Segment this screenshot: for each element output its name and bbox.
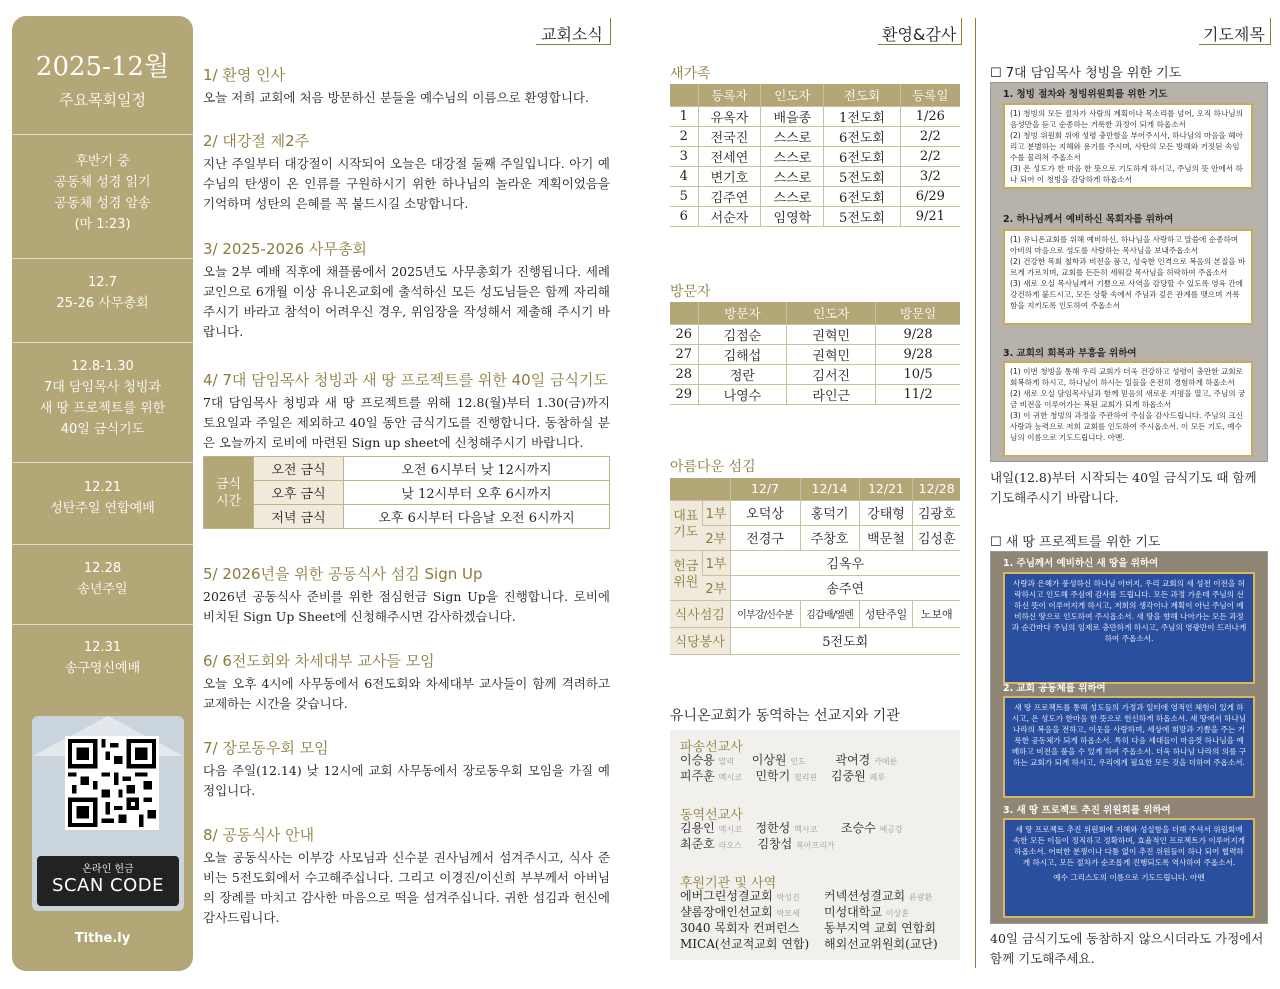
cell: 백문철	[859, 525, 913, 550]
notice	[203, 650, 610, 714]
part-label: 2부	[702, 525, 730, 550]
col-header: 12/14	[800, 478, 859, 500]
org-name: 3040 목회자 컨퍼런스	[680, 921, 800, 935]
notice	[203, 130, 610, 214]
prayer-section-title: 2. 하나님께서 예비하신 목회자를 위하여	[1003, 214, 1174, 225]
missions-line	[680, 836, 835, 854]
visitors-table	[670, 302, 960, 405]
schedule-line: 12.21	[83, 480, 122, 495]
cell: 9/28	[876, 344, 960, 364]
org-name: 미성대학교	[824, 905, 882, 919]
col-header: 방문자	[698, 302, 787, 324]
missionary-name: 김용인	[680, 821, 715, 835]
cell: 김갑배/엘렌	[800, 600, 859, 627]
cell: 김서진	[787, 364, 876, 384]
table-row	[670, 344, 960, 364]
fasting-times-table	[203, 456, 610, 529]
visitors-title: 방문자	[670, 284, 711, 300]
notice	[203, 824, 610, 928]
row-label: 식사섬김	[670, 600, 730, 627]
cell: 1전도회	[824, 106, 900, 126]
cell: 강태형	[859, 500, 913, 525]
table-row	[670, 384, 960, 404]
cell: 김광호	[913, 500, 960, 525]
mission-place: 인도	[790, 757, 806, 766]
schedule-item	[12, 356, 193, 440]
scan-big-text: SCAN CODE	[52, 875, 164, 896]
cell: 3/2	[900, 166, 960, 186]
table-row	[670, 146, 960, 166]
org-name: 커넥션성결교회	[824, 889, 906, 903]
cell: 3	[670, 146, 698, 166]
schedule-line: 공동체 성경 암송	[54, 196, 151, 211]
schedule-line: 12.7	[88, 275, 117, 290]
notice	[203, 369, 610, 453]
missionary-name: 이승용	[680, 753, 715, 767]
col-header: 등록자	[698, 84, 761, 106]
part-label: 2부	[702, 575, 730, 600]
prayer-note: 40일 금식기도에 동참하지 않으시더라도 가정에서 함께 기도해주세요.	[990, 931, 1264, 966]
schedule-item	[12, 151, 193, 235]
mission-place: 라오스	[718, 841, 742, 850]
cell: 1	[670, 106, 698, 126]
mission-place: 북아프리카	[796, 841, 835, 850]
qr-code[interactable]	[65, 736, 159, 830]
cell: 5전도회	[824, 166, 900, 186]
col-header	[670, 84, 698, 106]
divider	[12, 462, 193, 463]
header-underline	[878, 44, 962, 45]
notice-title: 1/ 환영 인사	[203, 66, 286, 84]
cell: 노보애	[913, 600, 960, 627]
table-row	[670, 106, 960, 126]
cell: 9/21	[900, 206, 960, 226]
header-news: 교회소식	[541, 25, 603, 44]
col-header	[670, 478, 730, 500]
sidebar-year: 2025-12월	[35, 52, 170, 82]
notice-body: 다음 주일(12.14) 낮 12시에 교회 사무동에서 장로동우회 모임을 가질 예정입니다.	[203, 763, 610, 798]
notice-body: 오늘 저희 교회에 처음 방문하신 분들을 예수님의 이름으로 환영합니다.	[203, 90, 589, 105]
cell: 5전도회	[824, 206, 900, 226]
cell: 스스로	[761, 166, 824, 186]
serve-table	[670, 478, 960, 655]
schedule-line: 25-26 사무총회	[56, 296, 149, 311]
notice	[203, 563, 610, 627]
cell: 오덕상	[730, 500, 800, 525]
fasting-label: 오후 금식	[254, 481, 344, 505]
missionary-name: 조승수	[840, 821, 876, 835]
fasting-time-head-text: 금식 시간	[215, 476, 242, 509]
header-underline	[536, 44, 611, 45]
prayer-card: 사랑과 은혜가 풍성하신 하나님 아버지, 우리 교회의 새 성전 이전을 허락하시고 인도해 주심에 감사를 드립니다. 모든 과정 가운데 주님의 선하신 뜻이 이루어지게 하시고, 저희의 생각이나 계획이 아닌 주님이 예비하신 땅으로 인도하여 주시옵소서. 새 땅을 향해 나아가는 모든 과정과 순간마다 주님의 임재로 충만하게 하시고, 주님의 영광만이 드러나게 하여 주옵소서.	[1003, 572, 1255, 684]
notice	[203, 64, 610, 108]
prayer-card: 새 땅 프로젝트를 통해 성도들의 가정과 일터에 영적인 체험이 있게 하시고, 온 성도가 한마음 한 뜻으로 헌신하게 하옵소서. 새 땅에서 하나님 나라의 복음을 전하고, 이웃을 사랑하며, 세상에 희망과 기쁨을 주는 거룩한 공동체가 되게 하옵소서. 특히 다음 세대들이 마음껏 하나님을 예배하고 비전을 품을 수 있게 하여 주옵소서. 더욱 하나님 나라의 의를 구하는 교회가 되게 하시고, 우리에게 필요한 모든 것을 더하여 주옵소서.	[1003, 696, 1255, 798]
qr-code-icon	[68, 739, 156, 827]
org-name: 동부지역 교회 연합회	[824, 921, 936, 935]
fasting-time: 오후 6시부터 다음날 오전 6시까지	[344, 505, 610, 529]
prayer-image-1	[990, 82, 1268, 462]
org-contact: 류광환	[908, 893, 933, 902]
col-header: 12/28	[913, 478, 960, 500]
schedule-line: 공동체 성경 읽기	[54, 175, 151, 190]
prayer-note: 내일(12.8)부터 시작되는 40일 금식기도 때 함께 기도해주시기 바랍니다.	[990, 470, 1257, 505]
cell: 이부강/신수분	[730, 600, 800, 627]
prayer-item: (1) 청빙의 모든 절차가 사람의 계획이나 목소리를 넘어, 오직 하나님의 음성만을 듣고 순종하는 거룩한 과정이 되게 하옵소서	[1010, 109, 1243, 129]
tithe-link[interactable]: Tithe.ly	[74, 931, 131, 946]
prayer-item: (3) 새로 오실 목사님께서 기쁨으로 사역을 감당할 수 있도록 영육 간에 강건하게 붙드시고, 모든 상황 속에서 주님과 깊은 관계를 맺으며 거룩함을 지키도록 인도하여 주옵소서	[1010, 279, 1243, 310]
mission-place: 말리	[718, 757, 735, 766]
cell: 권혁민	[787, 344, 876, 364]
fasting-time-head	[204, 457, 254, 529]
col-header: 12/7	[730, 478, 800, 500]
cell: 변기호	[698, 166, 761, 186]
prayer-item: (3) 온 성도가 한 마음 한 뜻으로 기도하게 하시고, 주님의 뜻 안에서 하나 되어 이 청빙을 감당하게 하옵소서	[1010, 164, 1243, 184]
schedule-line: 40일 금식기도	[60, 422, 145, 437]
missions-line	[680, 768, 885, 786]
prayer-section-title: 2. 교회 공동체를 위하여	[1003, 683, 1106, 694]
col-header	[670, 302, 698, 324]
cell: 5전도회	[730, 627, 960, 654]
header-underline	[961, 18, 962, 45]
cell: 서순자	[698, 206, 761, 226]
col-header: 인도자	[787, 302, 876, 324]
prayer-card	[1003, 229, 1253, 325]
cell: 6전도회	[824, 186, 900, 206]
header-underline	[1270, 18, 1271, 45]
cell: 라인근	[787, 384, 876, 404]
cell: 스스로	[761, 146, 824, 166]
prayer-closing: 예수 그리스도의 이름으로 기도드립니다. 아멘	[1053, 873, 1205, 882]
cell: 배을종	[761, 106, 824, 126]
cell: 유옥자	[698, 106, 761, 126]
notice-body: 지난 주일부터 대강절이 시작되어 오늘은 대강절 둘째 주일입니다. 아기 예수님의 탄생이 온 인류를 구원하시기 위한 하나님의 놀라운 계획이었음을 기억하며 성탄의 은혜를 꼭 붙드시길 소망합니다.	[203, 156, 610, 211]
table-row	[670, 166, 960, 186]
prayer-heading: ☐ 7대 담임목사 청빙을 위한 기도	[990, 66, 1182, 81]
row-label: 식당봉사	[670, 627, 730, 654]
missions-line	[680, 936, 809, 952]
col-header: 전도회	[824, 84, 900, 106]
org-name: 에버그린성결교회	[680, 889, 773, 903]
prayer-item: (2) 청빙 위원회 위에 성령 충만함을 부어주시사, 하나님의 마음을 헤아리고 분별하는 지혜와 용기를 주시며, 사탄의 모든 방해와 거짓된 속임수를 물리쳐 주옵소서	[1010, 131, 1243, 162]
mission-place: 멕시코	[794, 825, 818, 834]
missions-subhead: 파송선교사	[680, 740, 743, 755]
schedule-line: 송구영신예배	[64, 661, 141, 676]
schedule-item	[12, 272, 193, 314]
cell: 주창호	[800, 525, 859, 550]
schedule-line: 12.31	[83, 640, 122, 655]
cell: 스스로	[761, 186, 824, 206]
org-name: 해외선교위원회(교단)	[824, 937, 938, 951]
col-header: 등록일	[900, 84, 960, 106]
cell: 전세연	[698, 146, 761, 166]
cell: 2/2	[900, 146, 960, 166]
cell: 6/29	[900, 186, 960, 206]
prayer-item: (1) 유니온교회를 위해 예비하신, 하나님을 사랑하고 말씀에 순종하며 아비의 마음으로 성도를 사랑하는 목사님을 보내주옵소서	[1010, 235, 1239, 255]
scan-small-text: 온라인 헌금	[82, 864, 134, 875]
divider	[12, 342, 193, 343]
row-label	[670, 550, 702, 600]
prayer-section-title: 3. 교회의 회복과 부흥을 위하여	[1003, 348, 1137, 359]
cell: 권혁민	[787, 324, 876, 344]
notice-body: 오늘 공동식사는 이부강 사모님과 신수분 권사님께서 섬겨주시고, 식사 준비는 5전도회에서 수고해주십니다. 그리고 이경진/이신희 부부께서 아버님의 장례를 마치고 감사한 마음으로 떡을 섬겨주십니다. 귀한 섬김과 헌신에 감사드립니다.	[203, 850, 610, 925]
cell: 9/28	[876, 324, 960, 344]
notice-body: 오늘 2부 예배 직후에 채플룸에서 2025년도 사무총회가 진행됩니다. 세례교인으로 6개월 이상 유니온교회에 출석하신 모든 성도님들은 함께 자리해주시기 바라고 참석이 어려우신 경우, 위임장을 작성해서 제출해 주시기 바랍니다.	[203, 264, 610, 339]
cell: 전경구	[730, 525, 800, 550]
schedule-line: 새 땅 프로젝트를 위한	[39, 401, 166, 416]
fasting-time: 낮 12시부터 오후 6시까지	[344, 481, 610, 505]
cell: 27	[670, 344, 698, 364]
divider	[12, 624, 193, 625]
col-header: 12/21	[859, 478, 913, 500]
fasting-label: 오전 금식	[254, 457, 344, 481]
notice-title: 2/ 대강절 제2주	[203, 132, 310, 150]
notice	[203, 737, 610, 801]
notice-title: 8/ 공동식사 안내	[203, 826, 315, 844]
cell: 김해섭	[698, 344, 787, 364]
mission-place: 예공강	[879, 825, 903, 834]
cell: 11/2	[876, 384, 960, 404]
cell: 1/26	[900, 106, 960, 126]
prayer-heading: ☐ 새 땅 프로젝트를 위한 기도	[990, 535, 1161, 550]
cell: 김옥우	[730, 550, 960, 575]
org-contact: 박모세	[776, 909, 800, 918]
divider	[12, 544, 193, 545]
cell: 전국진	[698, 126, 761, 146]
prayer-item: (2) 건강한 목회 철학과 비전을 품고, 성숙한 인격으로 복음의 본질을 바르게 가르치며, 교회를 든든히 세워갈 목사님을 허락하여 주옵소서	[1010, 257, 1246, 277]
header-welcome: 환영&감사	[882, 25, 957, 44]
notice-body: 오늘 오후 4시에 사무동에서 6전도회와 차세대부 교사들이 함께 격려하고 교제하는 시간을 갖습니다.	[203, 676, 610, 711]
missionary-name: 최준호	[680, 837, 715, 851]
missions-subhead: 후원기관 및 사역	[680, 876, 777, 891]
cell: 2/2	[900, 126, 960, 146]
notice-title: 6/ 6전도회와 차세대부 교사들 모임	[203, 652, 435, 670]
cell: 28	[670, 364, 698, 384]
cell: 6전도회	[824, 126, 900, 146]
missions-line	[824, 920, 936, 936]
cell: 5	[670, 186, 698, 206]
missionary-name: 곽여경	[835, 753, 871, 767]
part-label: 1부	[702, 550, 730, 575]
cell: 6전도회	[824, 146, 900, 166]
prayer-card	[1003, 818, 1255, 918]
mission-place: 멕시코	[718, 825, 742, 834]
divider	[12, 258, 193, 259]
missionary-name: 김창섭	[757, 837, 793, 851]
fasting-label: 저녁 금식	[254, 505, 344, 529]
cell: 김성훈	[913, 525, 960, 550]
part-label: 1부	[702, 500, 730, 525]
divider	[12, 134, 193, 135]
mission-place: 카메룬	[874, 757, 898, 766]
cell: 정란	[698, 364, 787, 384]
notice-body: 2026년 공동식사 준비를 위한 점심헌금 Sign Up을 진행합니다. 로비에 비치된 Sign Up Sheet에 신청해주시면 감사하겠습니다.	[203, 589, 610, 624]
newfamily-table	[670, 84, 960, 227]
schedule-item	[12, 558, 193, 600]
serve-title: 아름다운 섬김	[670, 459, 756, 475]
cell: 4	[670, 166, 698, 186]
mission-place: 멕시코	[718, 773, 742, 782]
cell: 김점순	[698, 324, 787, 344]
cell: 임영학	[761, 206, 824, 226]
prayer-item: (2) 새로 오실 담임목사님과 함께 믿음의 새로운 지평을 열고, 주님의 궁금 비전을 이루어가는 복된 교회가 되게 하옵소서	[1010, 389, 1246, 409]
notice-title: 4/ 7대 담임목사 청빙과 새 땅 프로젝트를 위한 40일 금식기도	[203, 371, 608, 389]
missionary-name: 피주훈	[680, 769, 715, 783]
schedule-line: 12.28	[83, 561, 122, 576]
header-underline	[610, 18, 611, 45]
cell: 김주연	[698, 186, 761, 206]
scan-code-label	[37, 856, 179, 906]
missionary-name: 민학기	[755, 769, 791, 783]
table-row	[670, 324, 960, 344]
schedule-line: (마 1:23)	[74, 217, 131, 232]
col-header: 인도자	[761, 84, 824, 106]
mission-place: 필리핀	[794, 773, 818, 782]
mission-place: 페루	[869, 773, 885, 782]
org-contact: 박성진	[776, 893, 800, 902]
notice-body: 7대 담임목사 청빙과 새 땅 프로젝트를 위해 12.8(월)부터 1.30(금)까지 토요일과 주일은 제외하고 40일 동안 금식기도를 진행합니다. 동참하실 분은 오늘까지 로비에 마련된 Sign up sheet에 신청해주시기 바랍니다.	[203, 395, 610, 450]
org-name: 샬롬장애인선교회	[680, 905, 773, 919]
cell: 6	[670, 206, 698, 226]
notice-title: 3/ 2025-2026 사무총회	[203, 240, 367, 258]
notice-title: 7/ 장로동우회 모임	[203, 739, 329, 757]
col-header: 방문일	[876, 302, 960, 324]
cell: 송주연	[730, 575, 960, 600]
row-label-text: 대표 기도	[673, 509, 699, 540]
prayer-item: (3) 이 귀한 청빙의 과정을 주관하여 주심을 감사드립니다. 주님의 크신 사랑과 능력으로 저희 교회를 인도하여 주시옵소서. 이 모든 기도, 예수님의 이름으로 기도드립니다. 아멘.	[1010, 411, 1243, 442]
header-prayer: 기도제목	[1203, 25, 1265, 44]
sidebar-subtitle: 주요목회일정	[59, 91, 146, 109]
org-contact: 이상훈	[885, 909, 909, 918]
prayer-card	[1003, 103, 1253, 189]
missions-subhead: 동역선교사	[680, 808, 743, 823]
cell: 성탄주일	[859, 600, 913, 627]
sidebar	[12, 16, 193, 971]
cell: 홍덕기	[800, 500, 859, 525]
prayer-text: 새 땅 프로젝트 추진 위원회에 지혜와 성실함을 더해 주셔서 위원회에 속한 모든 이들이 정직하고 정확하며, 효율적인 프로젝트가 이루어지게 하옵소서. 어떠한 분쟁이나 다툼 없이 추진 위원들이 하나 되어 협력하게 하시고, 모든 절차가 순조롭게 진행되도록 역사하여 주옵소서.	[1012, 825, 1246, 867]
column-divider	[975, 18, 976, 968]
cell: 2	[670, 126, 698, 146]
schedule-line: 12.8-1.30	[71, 359, 134, 374]
cell: 29	[670, 384, 698, 404]
table-row	[670, 206, 960, 226]
header-underline	[1199, 44, 1271, 45]
notice	[203, 238, 610, 342]
schedule-line: 성탄주일 연합예배	[50, 501, 155, 516]
org-name: MICA(선교적교회 연합)	[680, 937, 810, 951]
cell: 나영수	[698, 384, 787, 404]
schedule-line: 송년주일	[77, 582, 128, 597]
missionary-name: 김중원	[830, 769, 866, 783]
prayer-section-title: 3. 새 땅 프로젝트 추진 위원회를 위하여	[1003, 805, 1171, 816]
missions-line	[824, 936, 938, 952]
missionary-name: 정한성	[755, 821, 791, 835]
table-row	[670, 186, 960, 206]
cell: 26	[670, 324, 698, 344]
offering-card[interactable]	[32, 716, 184, 916]
cell: 10/5	[876, 364, 960, 384]
prayer-section-title: 1. 청빙 절차와 청빙위원회를 위한 기도	[1003, 89, 1168, 100]
schedule-item	[12, 637, 193, 679]
newfamily-title: 새가족	[670, 66, 711, 82]
prayer-image-2	[990, 551, 1268, 924]
missionary-name: 이상원	[751, 753, 787, 767]
row-label-text: 헌금 위원	[673, 559, 699, 590]
prayer-item: (1) 이번 청빙을 통해 우리 교회가 더욱 건강하고 성령이 충만한 교회로 회복하게 하시고, 하나님이 하시는 일들을 온전히 경험하게 하옵소서	[1010, 367, 1243, 387]
schedule-line: 7대 담임목사 청빙과	[44, 380, 161, 395]
prayer-section-title: 1. 주님께서 예비하신 새 땅을 위하여	[1003, 558, 1159, 569]
cell: 스스로	[761, 126, 824, 146]
table-row	[670, 364, 960, 384]
prayer-card	[1003, 361, 1253, 457]
row-label	[670, 500, 702, 550]
missions-line	[680, 920, 799, 936]
schedule-item	[12, 477, 193, 519]
missions-title: 유니온교회가 동역하는 선교지와 기관	[670, 708, 900, 724]
notice-title: 5/ 2026년을 위한 공동식사 섬김 Sign Up	[203, 565, 483, 583]
schedule-line: 후반기 중	[75, 154, 130, 169]
table-row	[670, 126, 960, 146]
fasting-time: 오전 6시부터 낮 12시까지	[344, 457, 610, 481]
missions-box	[670, 730, 960, 960]
